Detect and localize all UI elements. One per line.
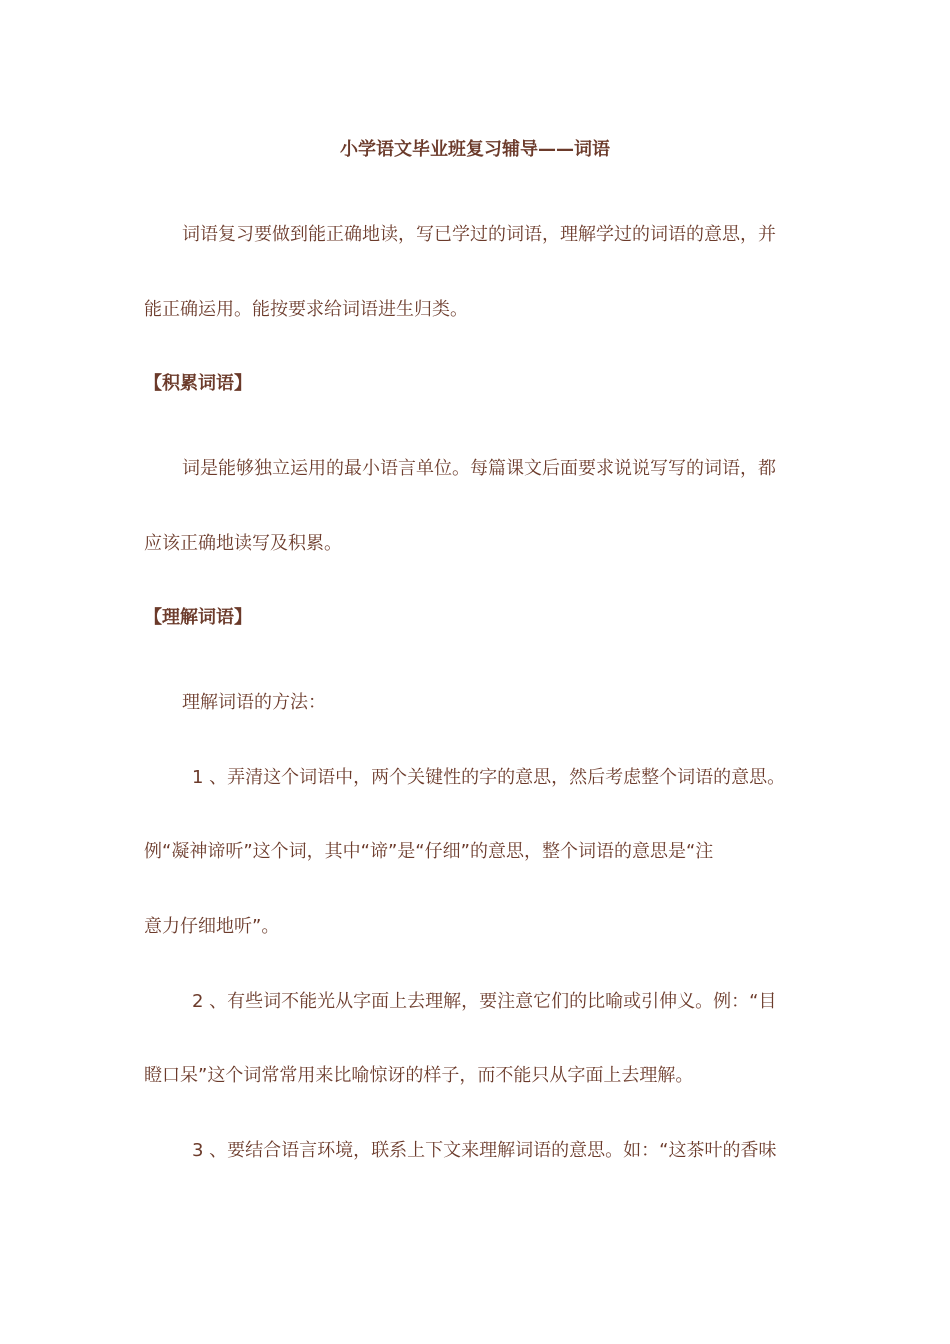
section-heading-accumulate: 【积累词语】 <box>144 373 252 394</box>
list-item-3-line-1: 3 、要结合语言环境，联系上下文来理解词语的意思。如：“这茶叶的香味 <box>192 1140 777 1161</box>
paragraph-line-2: 能正确运用。能按要求给词语进生归类。 <box>144 299 468 320</box>
list-item-2-line-1: 2 、有些词不能光从字面上去理解，要注意它们的比喻或引伸义。例：“目 <box>192 991 777 1012</box>
document-title: 小学语文毕业班复习辅导——词语 <box>340 139 610 160</box>
paragraph-line-3: 词是能够独立运用的最小语言单位。每篇课文后面要求说说写写的词语，都 <box>182 458 776 479</box>
paragraph-line-5: 理解词语的方法： <box>182 692 326 713</box>
section-heading-understand: 【理解词语】 <box>144 607 252 628</box>
list-item-1-line-3: 意力仔细地听”。 <box>144 916 280 937</box>
list-item-2-line-2: 瞪口呆”这个词常常用来比喻惊讶的样子，而不能只从字面上去理解。 <box>144 1065 694 1086</box>
list-item-1-line-2: 例“凝神谛听”这个词，其中“谛”是“仔细”的意思，整个词语的意思是“注 <box>144 841 714 862</box>
list-item-1-line-1: 1 、弄清这个词语中，两个关键性的字的意思，然后考虑整个词语的意思。 <box>192 767 786 788</box>
paragraph-line-1: 词语复习要做到能正确地读，写已学过的词语，理解学过的词语的意思，并 <box>182 224 776 245</box>
paragraph-line-4: 应该正确地读写及积累。 <box>144 533 342 554</box>
